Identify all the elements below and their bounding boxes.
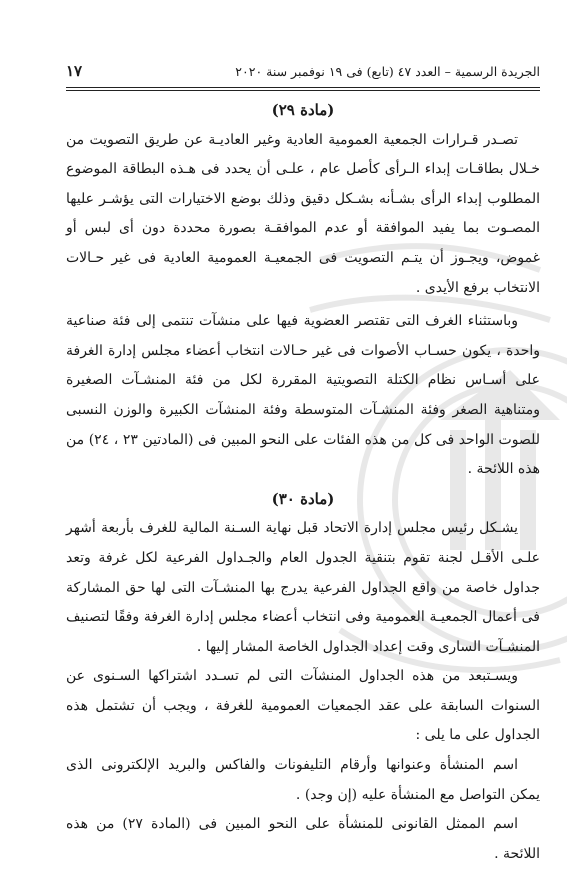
header-rule-secondary bbox=[66, 90, 540, 91]
list-item-establishment-name: اسم المنشأة وعنوانها وأرقام التليفونات والفاكس والبريد الإلكترونى الذى يمكن التواصل مع المنشأة عليه (إن وجد) . bbox=[66, 757, 540, 803]
header-title: الجريدة الرسمية – العدد ٤٧ (تابع) فى ١٩ نوفمبر سنة ٢٠٢٠ bbox=[235, 64, 540, 79]
article-30-paragraph-2: ويسـتبعد من هذه الجداول المنشآت التى لم تسـدد اشتراكها السـنوى عن السنوات السابقة على عقد الجمعيات العمومية للغرفة ، ويجب أن تشتمل هذه الجداول على ما يلى : bbox=[66, 668, 540, 744]
header-rule bbox=[66, 87, 540, 88]
article-30-paragraph-1: يشـكل رئيس مجلس إدارة الاتحاد قبل نهاية السـنة المالية للغرف بأربعة أشهر علـى الأقـل لجنة تقوم بتنقية الجدول العام والجـداول الفرعية لكل غرفة وتعد جداول خاصة من واقع الجداول الفرعية يدرج بها المنشـآت التى لها حق المشاركة فى أعمال الجمعيـة العمومية وفى انتخاب أعضاء مجلس إدارة الغرفة وفقًا لتصنيف المنشـآت السارى وقت إعداد الجداول الخاصة المشار إليها . bbox=[66, 520, 540, 655]
page-number: ١٧ bbox=[66, 62, 83, 80]
list-item-legal-representative: اسم الممثل القانونى للمنشأة على النحو المبين فى (المادة ٢٧) من هذه اللائحة . bbox=[66, 816, 540, 862]
page-header bbox=[66, 60, 540, 84]
article-29-paragraph-2: وباستثناء الغرف التى تقتصر العضوية فيها على منشآت تنتمى إلى فئة صناعية واحدة ، يكون حسـاب الأصوات فى غير حـالات انتخاب أعضاء مجلس إدارة الغرفة على أسـاس نظام الكتلة التصويتية المقررة لكل من فئة المنشـآت الصغيرة ومتناهية الصغر وفئة المنشـآت المتوسطة وفئة المنشآت الكبيرة والوزن النسبى للصوت الواحد فى كل من هذه الفئات على النحو المبين فى (المادتين ٢٣ ، ٢٤) من هذه اللائحة . bbox=[66, 313, 540, 478]
article-30-heading: (مادة ٣٠) bbox=[271, 489, 335, 508]
article-29-paragraph-1: تصـدر قـرارات الجمعية العمومية العادية وغير العاديـة عن طريق التصويت من خـلال بطاقـات إبداء الـرأى كأصل عام ، علـى أن يحدد فى هـذه البطاقة الموضوع المطلوب إبداء الرأى بشـأنه بشـكل دقيق وذلك بوضع الاختيارات التى يؤشـر عليها المصـوت بما يفيد الموافقة أو عدم الموافقـة بصورة محددة دون أى لبس أو غموض، ويجـوز أن يتـم التصويت فى الجمعيـة العمومية العادية فى غير حـالات الانتخاب برفع الأيدى . bbox=[66, 131, 540, 296]
article-body bbox=[66, 96, 540, 869]
article-29-heading: (مادة ٢٩) bbox=[271, 101, 335, 119]
